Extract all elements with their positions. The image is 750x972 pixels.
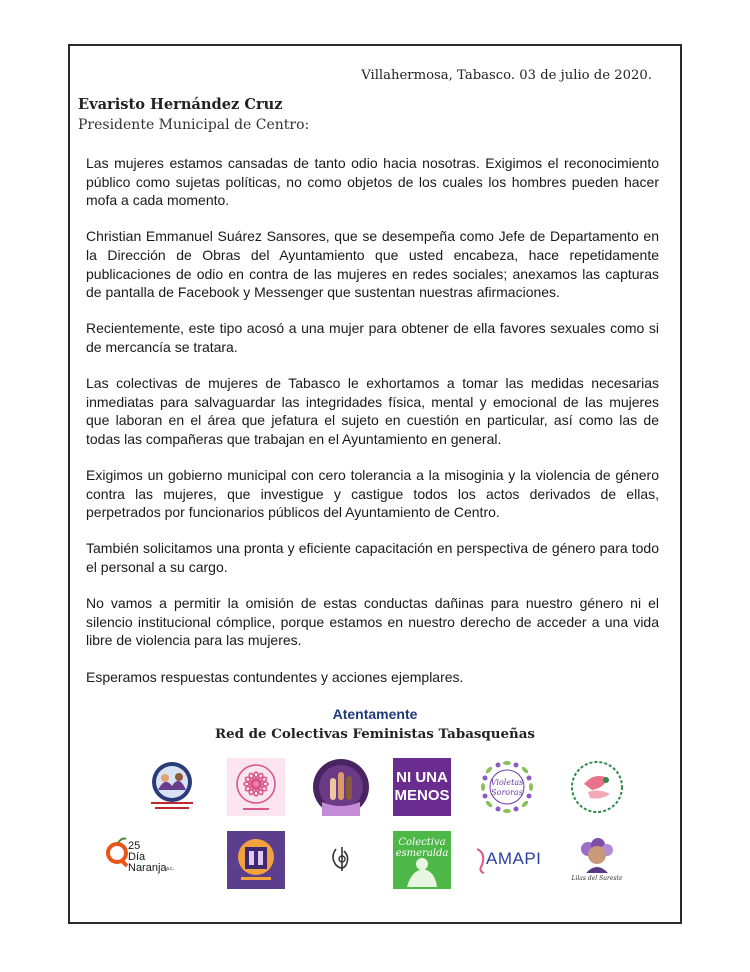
- lilas-caption: Lilas del Sureste: [571, 875, 623, 882]
- lilas-del-sureste-logo: [568, 831, 626, 889]
- paragraph: Recientemente, este tipo acosó a una mujer para obtener de ella favores sexuales como si de mercancía se tratara.: [86, 320, 659, 355]
- paragraph: Exigimos un gobierno municipal con cero tolerancia a la misoginia y la violencia de género contra las mujeres, que investigue y castigue todos los actos derivados de ellas, perpetrados por funcionarios públicos del Ayuntamiento de Centro.: [86, 467, 659, 521]
- ni-una-label: NI UNA: [396, 769, 448, 786]
- purple-square-logo-icon: [227, 831, 285, 889]
- raised-fists-logo-icon: [312, 758, 370, 816]
- violetas-label: Violetas: [490, 778, 524, 787]
- signature-org: Red de Colectivas Feministas Tabasqueñas: [215, 726, 535, 742]
- colectiva-label: Colectiva: [398, 837, 446, 848]
- dia-naranja-number: 25: [128, 840, 141, 852]
- ni-una-menos-logo: [393, 758, 451, 816]
- letter-frame: [68, 44, 682, 924]
- amapi-logo: [472, 831, 544, 889]
- sororas-label: Sororas: [491, 788, 523, 797]
- letter-date: Villahermosa, Tabasco. 03 de julio de 2020.: [361, 68, 652, 83]
- paragraph: Las colectivas de mujeres de Tabasco le exhortamos a tomar las medidas necesarias inmediatas para salvaguardar las integridades física, mental y emocional de las mujeres que laboran en el área que jefatura el sujeto en cuestión en particular, así como las de todas las compañeras que trabajan en el Ayuntamiento en general.: [86, 375, 659, 447]
- closing: Atentamente: [332, 706, 418, 722]
- paragraph: Las mujeres estamos cansadas de tanto odio hacia nosotras. Exigimos el reconocimiento público como sujetas políticas, no como objetos de los cuales los hombres pueden hacer mofa a cada momento.: [86, 155, 659, 209]
- dia-naranja-logo: [104, 831, 175, 889]
- collective-logo-circle-icon: [143, 758, 201, 816]
- colectiva-esmeralda-logo: [393, 831, 451, 889]
- dia-naranja-line2: Naranja: [128, 862, 167, 874]
- letter-body: [86, 154, 659, 704]
- paragraph: También solicitamos una pronta y eficiente capacitación en perspectiva de género para todo el personal a su cargo.: [86, 540, 659, 576]
- violetas-sororas-logo: [478, 758, 536, 816]
- menos-label: MENOS: [394, 787, 450, 804]
- amapi-label: AMAPI: [486, 849, 542, 868]
- paragraph: No vamos a permitir la omisión de estas conductas dañinas para nuestro género ni el silencio institucional cómplice, porque estamos en nuestro derecho de acceder a una vida libre de violencia para las mujeres.: [86, 595, 659, 649]
- green-circle-logo-icon: [568, 758, 626, 816]
- mandala-logo-icon: [227, 758, 285, 816]
- dia-naranja-suffix: a.c.: [166, 866, 175, 872]
- recipient-title: Presidente Municipal de Centro:: [78, 117, 310, 133]
- dia-naranja-line1: Día: [128, 851, 146, 863]
- line-emblem-logo-icon: [312, 831, 370, 889]
- recipient-name: Evaristo Hernández Cruz: [78, 96, 283, 113]
- paragraph: Christian Emmanuel Suárez Sansores, que se desempeña como Jefe de Departamento en la Dirección de Obras del Ayuntamiento que usted encabeza, hace repetidamente publicaciones de odio en contra de las mujeres en redes sociales; anexamos las capturas de pantalla de Facebook y Messenger que sustentan nuestras afirmaciones.: [86, 228, 659, 301]
- paragraph: Esperamos respuestas contundentes y acciones ejemplares.: [86, 668, 464, 685]
- esmeralda-label: esmeralda: [395, 848, 449, 859]
